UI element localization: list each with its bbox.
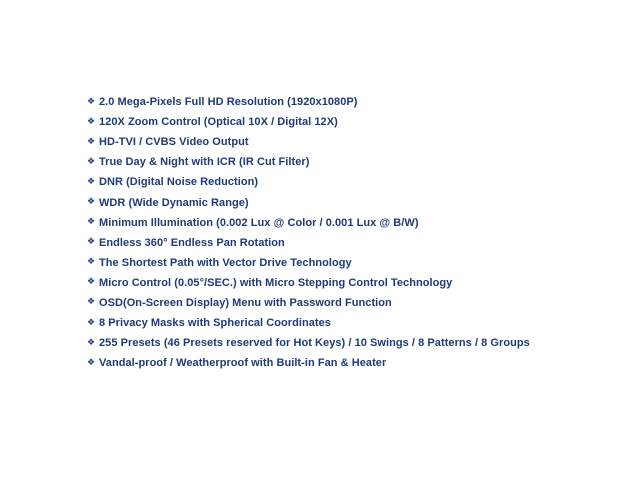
feature-item — [87, 152, 530, 172]
diamond-star-bullet-icon: ❖ — [87, 337, 96, 348]
feature-item — [87, 333, 530, 353]
feature-item — [87, 273, 530, 293]
feature-item — [87, 293, 530, 313]
diamond-star-bullet-icon: ❖ — [87, 116, 96, 127]
feature-item — [87, 313, 530, 333]
feature-text: 2.0 Mega-Pixels Full HD Resolution (1920x1080P) — [99, 96, 358, 109]
diamond-star-bullet-icon: ❖ — [87, 237, 96, 248]
diamond-star-bullet-icon: ❖ — [87, 197, 96, 208]
diamond-star-bullet-icon: ❖ — [87, 257, 96, 268]
feature-text: Endless 360° Endless Pan Rotation — [99, 236, 285, 249]
feature-text: DNR (Digital Noise Reduction) — [99, 176, 259, 189]
feature-text: 8 Privacy Masks with Spherical Coordinates — [99, 317, 331, 330]
feature-text: True Day & Night with ICR (IR Cut Filter) — [99, 156, 310, 169]
feature-item — [87, 213, 530, 233]
feature-text: The Shortest Path with Vector Drive Technology — [99, 256, 352, 269]
diamond-star-bullet-icon: ❖ — [87, 357, 96, 368]
feature-item — [87, 233, 530, 253]
diamond-star-bullet-icon: ❖ — [87, 156, 96, 167]
feature-item — [87, 253, 530, 273]
feature-text: OSD(On-Screen Display) Menu with Password Function — [99, 296, 392, 309]
feature-item — [87, 112, 530, 132]
feature-text: Minimum Illumination (0.002 Lux @ Color / 0.001 Lux @ B/W) — [99, 216, 419, 229]
feature-item — [87, 353, 530, 373]
diamond-star-bullet-icon: ❖ — [87, 317, 96, 328]
feature-item — [87, 132, 530, 152]
feature-text: WDR (Wide Dynamic Range) — [99, 196, 249, 209]
feature-text: Vandal-proof / Weatherproof with Built-in Fan & Heater — [99, 357, 387, 370]
feature-text: 120X Zoom Control (Optical 10X / Digital 12X) — [99, 116, 338, 129]
feature-text: 255 Presets (46 Presets reserved for Hot Keys) / 10 Swings / 8 Patterns / 8 Groups — [99, 337, 530, 350]
feature-text: Micro Control (0.05°/SEC.) with Micro Stepping Control Technology — [99, 276, 453, 289]
feature-item — [87, 172, 530, 192]
feature-item — [87, 92, 530, 112]
diamond-star-bullet-icon: ❖ — [87, 277, 96, 288]
feature-list — [87, 92, 530, 373]
diamond-star-bullet-icon: ❖ — [87, 136, 96, 147]
feature-item — [87, 192, 530, 212]
diamond-star-bullet-icon: ❖ — [87, 217, 96, 228]
diamond-star-bullet-icon: ❖ — [87, 297, 96, 308]
feature-text: HD-TVI / CVBS Video Output — [99, 136, 249, 149]
diamond-star-bullet-icon: ❖ — [87, 96, 96, 107]
diamond-star-bullet-icon: ❖ — [87, 176, 96, 187]
